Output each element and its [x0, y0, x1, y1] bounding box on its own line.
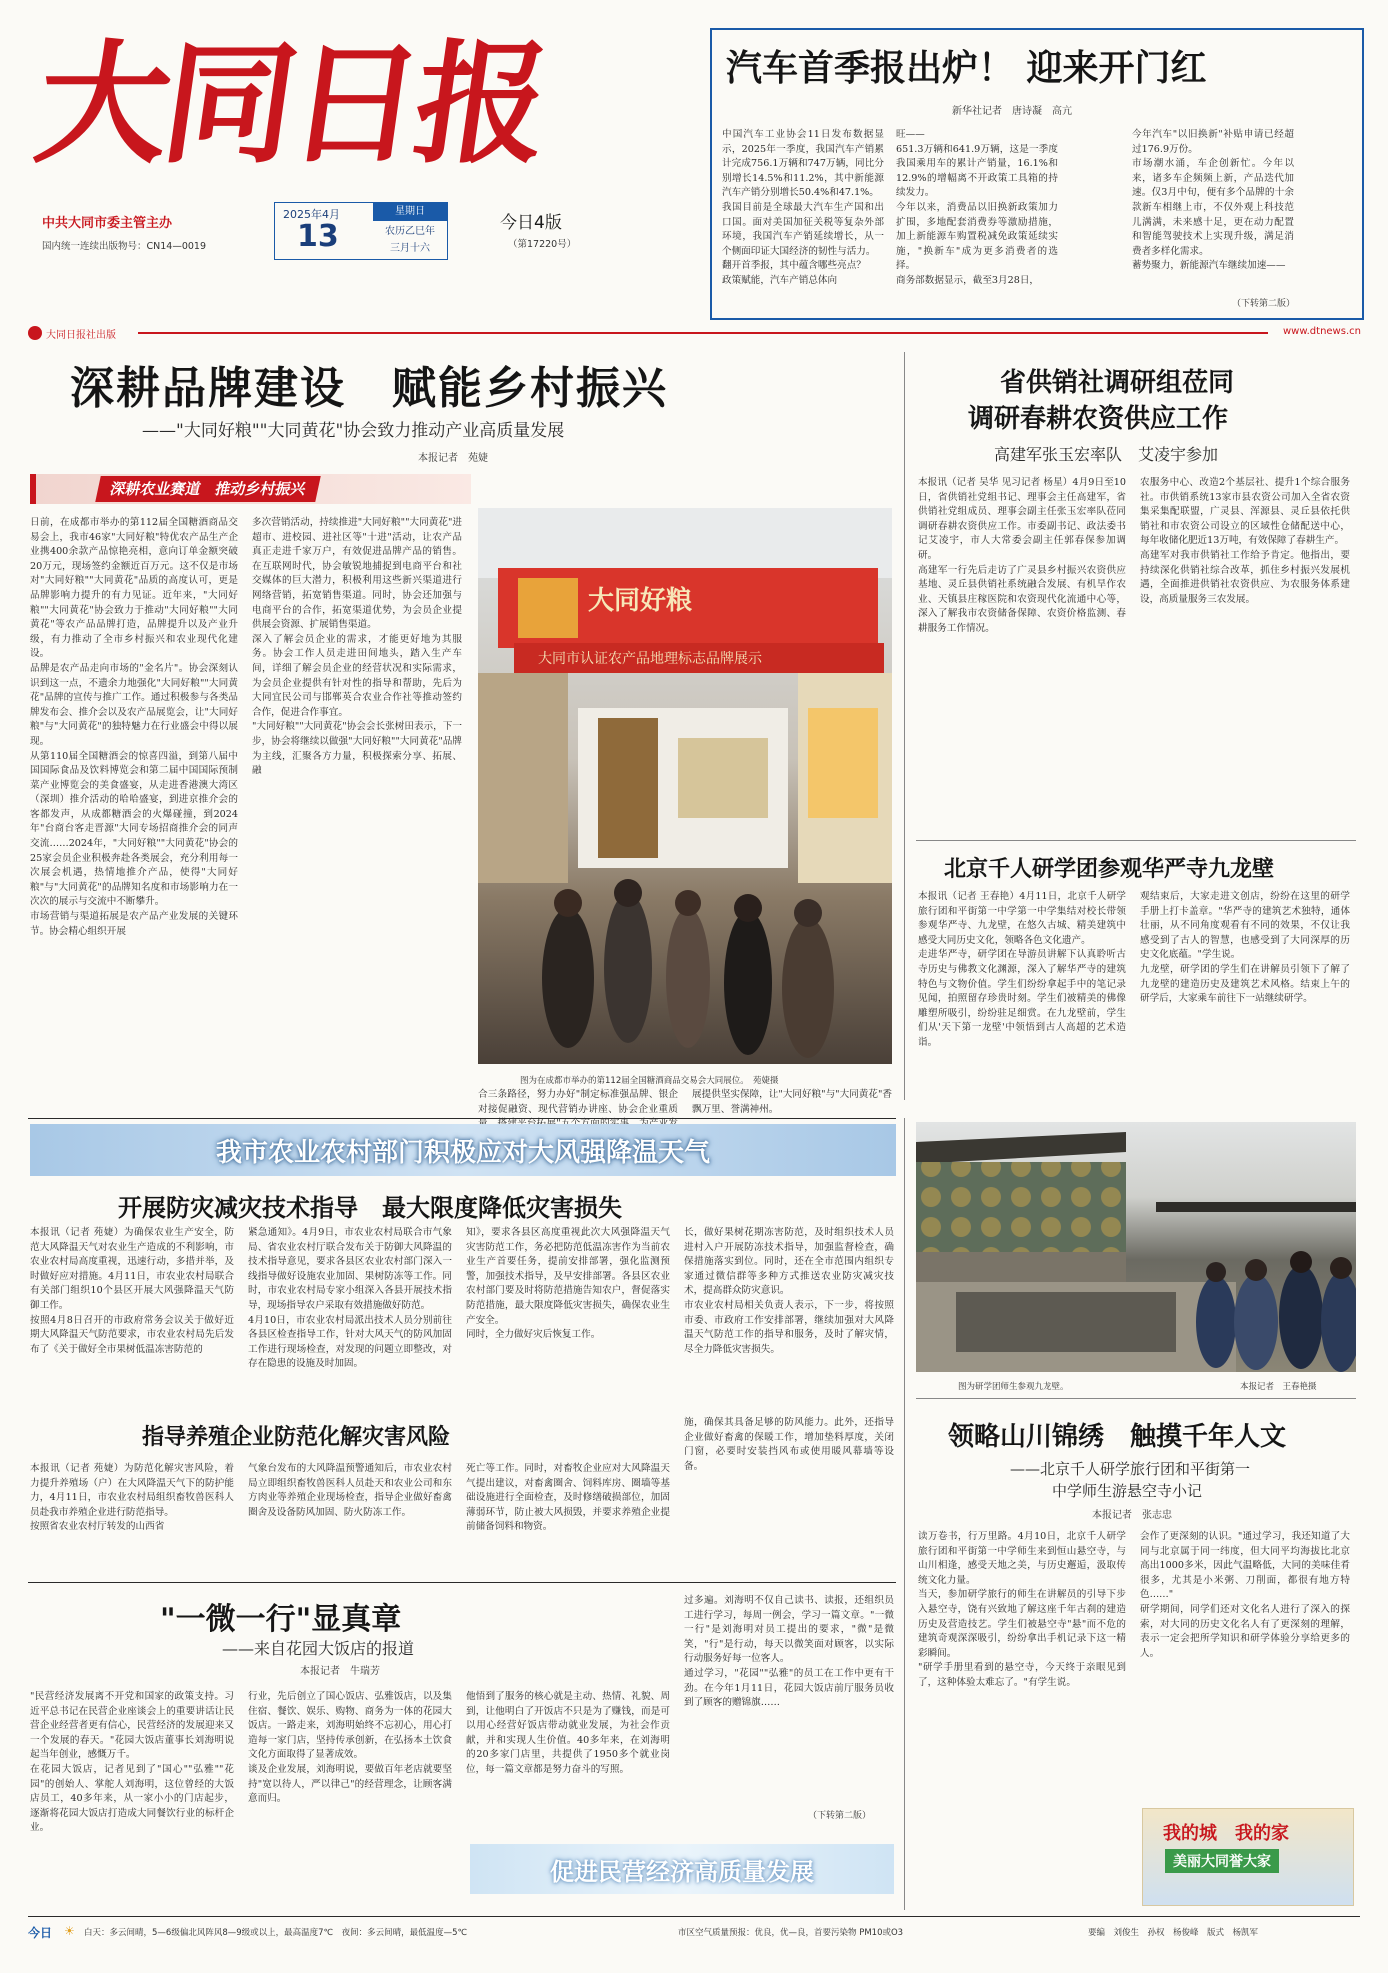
landmark-caption-right: 本报记者 王春艳摄	[1240, 1382, 1317, 1392]
date-year-month: 2025年4月	[283, 208, 340, 221]
column-col-2: 行业，先后创立了国心饭店、弘雅饭店，以及集住宿、餐饮、娱乐、购物、商务为一体的花园大饭店。一路走来，刘海明始终不忘初心，用心打造每一家门店，坚持传承创新，在弘扬本土饮食文化方面取得了显著成效。 谈及企业发展，刘海明说，要做百年老店就要坚持"宽以待人，严以律己"的经营理念，让顾客满意而归。	[248, 1691, 452, 1805]
booth-banner: 大同市认证农产品地理标志品牌展示	[538, 651, 762, 667]
coop-title-2: 调研春耕农资供应工作	[968, 404, 1229, 434]
weather-banner-title: 我市农业农村部门积极应对大风强降温天气	[215, 1137, 710, 1168]
weather-subhead-2: 指导养殖企业防范化解灾害风险	[142, 1424, 451, 1450]
date-box	[274, 202, 448, 260]
divider-vertical-2	[904, 1118, 905, 1910]
booth-sign: 大同好粮	[588, 586, 693, 616]
weather-col-4: 长，做好果树花期冻害防范，及时组织技术人员进村入户开展防冻技术指导，加强监督检查，确保措施落实到位。同时，还在全市范围内组织专家通过微信群等多种方式推送农业防灾减灾技术，提高群众防灾意识。 市农业农村局相关负责人表示，下一步，将按照市委、市政府工作安排部署，继续加强对大风降温天气防范工作的指导和服务，及时了解灾情，尽全力降低灾害损失。	[684, 1227, 894, 1355]
weather-subhead-1: 开展防灾减灾技术指导 最大限度降低灾害损失	[118, 1193, 622, 1222]
newspaper-logo: 大同日报	[27, 27, 553, 182]
org-name: 大同日报社出版	[46, 330, 116, 341]
lead-title: 深耕品牌建设 赋能乡村振兴	[70, 363, 668, 414]
lead-subtitle: ——"大同好粮""大同黄花"协会致力推动产业高质量发展	[142, 421, 565, 441]
top-story	[710, 28, 1364, 320]
city-promo-sub: 美丽大同誉大家	[1165, 1849, 1279, 1873]
landscape-subtitle-1: ——北京千人研学旅行团和平街第一	[1010, 1460, 1251, 1478]
private-economy-banner	[470, 1844, 894, 1894]
date-day: 13	[297, 219, 339, 254]
weather-col-1: 本报讯（记者 苑婕）为确保农业生产安全，防范大风降温天气对农业生产造成的不利影响，市农业农村局高度重视，迅速行动，多措并举，及时做好应对措施。4月11日，市农业农村局联合有关部门组织10个县区开展大风强降温天气防御工作。 按照4月8日召开的市政府常务会议关于做好近期大风降温天气防范要求，市农业农村局先后发布了《关于做好全市果树低温冻害防范的	[30, 1227, 234, 1355]
issue-number: （第17220号）	[508, 239, 577, 250]
lead-col-1: 日前，在成都市举办的第112届全国糖酒商品交易会上，我市46家"大同好粮"特优农产品生产企业携400余款产品惊艳亮相，意向订单金额突破20万元，现场签约金额近百万元。这不仅是市场对"大同好粮""大同黄花"品质的高度认可，更是品牌影响力提升的有力见证。近年来，"大同好粮""大同黄花"协会致力于推动"大同好粮""大同黄花"等农产品品牌打造，品牌提升以及产业升级，有力推动了全市乡村振兴和农业现代化建设。 品牌是农产品走向市场的"金名片"。协会深刻认识到这一点，不遗余力地强化"大同好粮""大同黄花"品牌的宣传与推广工作。通过积极参与各类品牌发布会、推介会以及农产品展览会，让"大同好粮"与"大同黄花"的独特魅力在行业盛会中得以展现。 从第110届全国糖酒会的惊喜四溢，到第八届中国国际食品及饮料博览会和第二届中国国际预制菜产业博览会的美食盛宴，从走进香港澳大湾区（深圳）推介活动的哈哈盛宴，到进京推介会的客都发声，从成都糖酒会的火爆碰撞，到2024年"台商台客走晋源"大同专场招商推介会的同声交流……2024年，"大同好粮""大同黄花"协会的25家会员企业积极奔赴各类展会，充分利用每一次展会机遇，热情地推介产品，使得"大同好粮"与"大同黄花"的品牌知名度和市场影响力在一次次的展示与交流中不断攀升。 市场营销与渠道拓展是农产品产业发展的关键环节。协会精心组织开展	[30, 517, 238, 937]
coop-col-1: 本报讯（记者 吴华 见习记者 杨星）4月9日至10日，省供销社党组书记、理事会主任高建军，省供销社党组成员、理事会副主任张玉宏率队莅同调研春耕农资供应工作。市委副书记、政法委书记艾凌宇，市人大常委会副主任郭春保参加调研。 高建军一行先后走访了广灵县乡村振兴农资供应基地、灵丘县供销社系统融合发展、有机旱作农业、天镇县庄稼医院和农资现代化流通中心等，深入了解我市农资储备保障、农资价格监测、春耕服务工作情况。	[918, 477, 1126, 634]
footer-weather: 白天：多云间晴，5—6级偏北风阵风8—9级或以上，最高温度7℃ 夜间：多云间晴，最低温度—5℃	[84, 1928, 468, 1938]
top-story-col-2: 旺—— 651.3万辆和641.9万辆，这是一季度我国乘用车的累计产销量，16.1%和12.9%的增幅离不开政策工具箱的持续发力。 今年以来，消费品以旧换新政策加力扩围，多地配套消费券等激励措施，加上新能源车购置税减免政策延续实施，"换新车"成为更多消费者的选择。 商务部数据显示，截至3月28日，	[896, 129, 1058, 286]
expo-photo-caption: 图为在成都市举办的第112届全国糖酒商品交易会大同展位。 苑婕摄	[520, 1076, 779, 1086]
footer-rule	[28, 1916, 1360, 1917]
weather-banner	[30, 1124, 896, 1176]
masthead	[28, 22, 708, 312]
divider-h-column	[28, 1582, 896, 1583]
weather-col-7: 死亡等工作。同时，对畜牧企业应对大风降温天气提出建议，对畜禽圈舍、饲料库房、圈墙等基础设施进行全面检查，及时修缮破损部位，加固薄弱环节，防止被大风损毁，并要求养殖企业提前储备饲料和物资。	[466, 1463, 670, 1533]
column-title: "一微一行"显真章	[160, 1602, 402, 1637]
private-economy-banner-text: 促进民营经济高质量发展	[550, 1856, 814, 1886]
column-byline: 本报记者 牛瑞芳	[300, 1666, 380, 1677]
column-jump: （下转第二版）	[808, 1811, 872, 1821]
column-col-1: "民营经济发展离不开党和国家的政策支持。习近平总书记在民营企业座谈会上的重要讲话让民营企业经营者更有信心，民营经济的发展迎来又一个发展的春天。"花园大饭店董事长刘海明说起当年创业，感慨万千。 在花园大饭店，记者见到了"国心""弘雅""花园"的创始人、掌舵人刘海明，这位曾经的大饭店员工，40多年来，从一家小小的门店起步，逐渐将花园大饭店打造成大同餐饮行业的标杆企业。	[30, 1691, 234, 1834]
nine-dragon-wall-photo	[916, 1122, 1356, 1372]
expo-booth-photo	[478, 508, 892, 1064]
top-story-jump: （下转第二版）	[1232, 299, 1296, 309]
weather-col-2: 紧急通知》。4月9日，市农业农村局联合市气象局、省农业农村厅联合发布关于防御大风降温的技术指导意见，要求各县区农业农村部门深入一线指导做好设施农业加固、果树防冻等工作。同时，市农业农村局专家小组深入各县开展技术指导，现场指导农户采取有效措施做好防范。 4月10日，市农业农村局派出技术人员分别前往各县区检查指导工作，针对大风天气的防风加固工作进行现场检查，对发现的问题立即整改，对存在隐患的设施及时加固。	[248, 1227, 452, 1370]
date-lunar-day: 三月十六	[390, 243, 430, 254]
top-story-title: 汽车首季报出炉！ 迎来开门红	[726, 48, 1207, 89]
city-promo-title: 我的城 我的家	[1163, 1823, 1289, 1844]
org-rule	[138, 332, 1268, 334]
top-story-byline: 新华社记者 唐诗凝 高亢	[952, 106, 1072, 117]
study-title: 北京千人研学团参观华严寺九龙壁	[944, 856, 1275, 882]
divider-h-landscape	[916, 1398, 1356, 1399]
weather-col-6: 气象台发布的大风降温预警通知后，市农业农村局立即组织畜牧兽医科人员赴天和农业公司和东方肉业等养殖企业现场检查，指导企业做好畜禽圈舍及设备防风加固、防火防冻工作。	[248, 1463, 452, 1518]
study-col-1: 本报讯（记者 王春艳）4月11日，北京千人研学旅行团和平街第一中学第一中学集结对校长带领参观华严寺、九龙壁，在悠久古城、精美建筑中感受大同历史文化，领略各色文化遗产。 走进华严寺，研学团在导游员讲解下认真聆听古寺历史与佛教文化渊源，深入了解华严寺的建筑特色与文物价值。学生们纷纷拿起手中的笔记录见闻，拍照留存珍贵时刻。学生们被精美的佛像雕塑所吸引，纷纷驻足细赏。在九龙壁前，学生们从'天下第一龙壁'中领悟到古人高超的艺术造诣。	[918, 891, 1126, 1048]
serial-number: 国内统一连续出版物号：CN14—0019	[42, 241, 207, 252]
divider-h-weather	[28, 1118, 896, 1119]
org-bar	[28, 326, 1360, 340]
today-pages: 今日4版	[500, 213, 562, 233]
landscape-subtitle-2: 中学师生游悬空寺小记	[1052, 1482, 1203, 1500]
lead-byline: 本报记者 苑婕	[418, 453, 488, 464]
publisher-line: 中共大同市委主管主办	[42, 216, 173, 231]
landscape-col-2: 会作了更深刻的认识。"通过学习，我还知道了大同与北京属于同一纬度，但大同平均海拔比北京高出1000多米，因此气温略低，大同的美味佳肴很多，尤其是小米粥、刀削面，都很有地方特色……" 研学期间，同学们还对文化名人进行了深入的探索，对大同的历史文化名人有了更深刻的理解，表示一定会把所学知识和研学体验分享给更多的人。	[1140, 1531, 1350, 1659]
city-promo-banner	[1142, 1808, 1354, 1906]
column-col-4: 过多遍。刘海明不仅自己读书、读报，还组织员工进行学习，每周一例会，学习一篇文章。"一微一行"是刘海明对员工提出的要求，"微"是微笑，"行"是行动，每天以微笑面对顾客，以实际行动服务好每一位客人。 通过学习，"花园""弘雅"的员工在工作中更有干劲。在今年1月11日，花园大饭店前厅服务员收到了顾客的赠锦旗……	[684, 1595, 894, 1709]
weather-icon: ☀	[64, 1924, 75, 1938]
weather-col-5: 本报讯（记者 苑婕）为防范化解灾害风险，着力提升养殖场（户）在大风降温天气下的防护能力，4月11日，市农业农村局组织畜牧兽医科人员赴我市养殖企业进行防范指导。 按照省农业农村厅转发的山西省	[30, 1463, 234, 1533]
top-story-col-1: 中国汽车工业协会11日发布数据显示，2025年一季度，我国汽车产销累计完成756.1万辆和747万辆，同比分别增长14.5%和11.2%，其中新能源汽车产销分别增长50.4%和47.1%。 我国目前是全球最大汽车生产国和出口国。面对美国加征关税等复杂外部环境，我国汽车产销延续增长，从一个侧面印证大国经济的韧性与活力。 翻开首季报，其中蕴含哪些亮点？ 政策赋能，汽车产销总体向	[722, 129, 884, 286]
footer-editors: 要编 刘俊生 孙权 杨俊峰 版式 杨凯军	[1088, 1928, 1259, 1938]
divider-h-coop	[916, 840, 1356, 841]
weather-col-8: 施，确保其具备足够的防风能力。此外，还指导企业做好畜禽的保暖工作，增加垫料厚度，关闭门窗，必要时安装挡风布或使用暖风幕墙等设备。	[684, 1417, 894, 1472]
landscape-byline: 本报记者 张志忠	[1092, 1510, 1172, 1521]
top-story-col-3: 今年汽车"以旧换新"补贴申请已经超过176.9万份。 市场潮水涌，车企创新忙。今年以来，诸多车企频频上新，产品迭代加速。仅3月中旬，便有多个品牌的十余款新车相继上市，不仅外观上科技范儿满满，未来感十足，更在动力配置和智能驾驶技术上实现升级，满足消费者多样化需求。 蓄势聚力，新能源汽车继续加速——	[1132, 129, 1294, 272]
org-logo-icon	[28, 326, 42, 340]
divider-vertical-1	[904, 352, 905, 1100]
section-tag	[30, 474, 471, 504]
coop-subtitle: 高建军张玉宏率队 艾凌宇参加	[994, 445, 1219, 464]
column-col-3: 他悟到了服务的核心就是主动、热情、礼貌、周到，让他明白了开饭店不只是为了赚钱，而是可以用心经营好饭店带动就业发展，为社会作贡献，并和实现人生价值。40多年来，在刘海明的20多家门店里，共提供了1950多个就业岗位，每一篇文章都是努力奋斗的写照。	[466, 1691, 670, 1775]
landscape-col-1: 读万卷书，行万里路。4月10日，北京千人研学旅行团和平街第一中学师生来到恒山悬空寺，与山川相逢，感受天地之美，与历史邂逅，汲取传统文化力量。 当天，参加研学旅行的师生在讲解员的引导下步入悬空寺，饶有兴致地了解这座千年古刹的建造历史及营造技艺。学生们被悬空寺"悬"而不危的建筑奇观深深吸引，纷纷拿出手机记录下这一精彩瞬间。 "研学手册里看到的悬空寺，今天终于亲眼见到了，这种体验太难忘了。"有学生说。	[918, 1531, 1126, 1688]
lead-col-bottom: 合三条路径，努力办好"制定标准强品牌、银企对接促融资、现代营销办讲座、协会企业重质 展提供坚实保障，让"大同好粮"与"大同黄花"香飘万里、誉满神州。	[478, 1089, 892, 1115]
coop-col-2: 农服务中心、改造2个基层社、提升1个综合服务社。市供销系统13家市县农资公司加入全省农资集采集配联盟，广灵县、浑源县、灵丘县依托供销社和市农资公司设立的区域性仓储配送中心，每年收储化肥近13万吨，有效保障了春耕生产。 高建军对我市供销社工作给予肯定。他指出，要持续深化供销社综合改革，抓住乡村振兴发展机遇，全面推进供销社农资供应、为农服务体系建设，高质量服务三农发展。	[1140, 477, 1350, 605]
landmark-caption-left: 图为研学团师生参观九龙壁。	[958, 1382, 1069, 1392]
nine-dragon-wall-illustration	[916, 1122, 1356, 1372]
lead-col-2: 多次营销活动，持续推进"大同好粮""大同黄花"进超市、进校园、进社区等"十进"活动，让农产品真正走进千家万户，有效促进品牌产品的销售。在互联网时代，协会敏锐地捕捉到电商平台和社交媒体的巨大潜力，积极利用这些新兴渠道进行网络营销，拓宽销售渠道。同时，协会还加强与电商平台的合作，拓宽渠道优势，为会员企业提供展会资源、扩展销售渠道。 深入了解会员企业的需求，才能更好地为其服务。协会工作人员走进田间地头，踏入生产车间，详细了解会员企业的经营状况和实际需求，为会员企业提供有针对性的指导和帮助，先后为大同宜民公司与邯郸英合农业合作社等推动签约合作，促进合作事宜。 "大同好粮""大同黄花"协会会长张树田表示，下一步，协会将继续以做强"大同好粮""大同黄花"品牌为主线，汇聚各方力量，积极探索分享、拓展、融	[252, 517, 462, 777]
website-url[interactable]: www.dtnews.cn	[1283, 326, 1361, 337]
footer-air-quality: 市区空气质量预报：优良，优—良，首要污染物 PM10或O3	[678, 1928, 904, 1938]
footer-today: 今日	[28, 1926, 53, 1940]
coop-title-1: 省供销社调研组莅同	[1000, 368, 1235, 398]
footer	[28, 1922, 1360, 1944]
section-tag-label: 深耕农业赛道 推动乡村振兴	[95, 476, 321, 502]
date-lunar-year: 农历乙巳年	[385, 226, 435, 237]
date-weekday: 星期日	[373, 203, 447, 221]
landscape-title: 领略山川锦绣 触摸千年人文	[948, 1422, 1287, 1452]
weather-col-3: 知》，要求各县区高度重视此次大风强降温天气灾害防范工作，务必把防范低温冻害作为当前农业生产首要任务，提前安排部署，强化监测预警，加强技术指导，及早安排部署。各县区农业农村部门要及时将防范措施告知农户，督促落实防范措施，最大限度降低灾害损失，确保农业生产安全。 同时，全力做好灾后恢复工作。	[466, 1227, 670, 1341]
column-subtitle: ——来自花园大饭店的报道	[222, 1639, 415, 1658]
study-col-2: 观结束后，大家走进文创店，纷纷在这里的研学手册上打卡盖章。"华严寺的建筑艺术独特，通体壮丽，从不同角度观看有不同的效果，不仅让我感受到了古人的智慧，也感受到了大同深厚的历史文化底蕴。"学生说。 九龙壁，研学团的学生们在讲解员引领下了解了九龙壁的建造历史及建筑艺术风格。结束上午的研学后，大家乘车前往下一站继续研学。	[1140, 891, 1350, 1005]
